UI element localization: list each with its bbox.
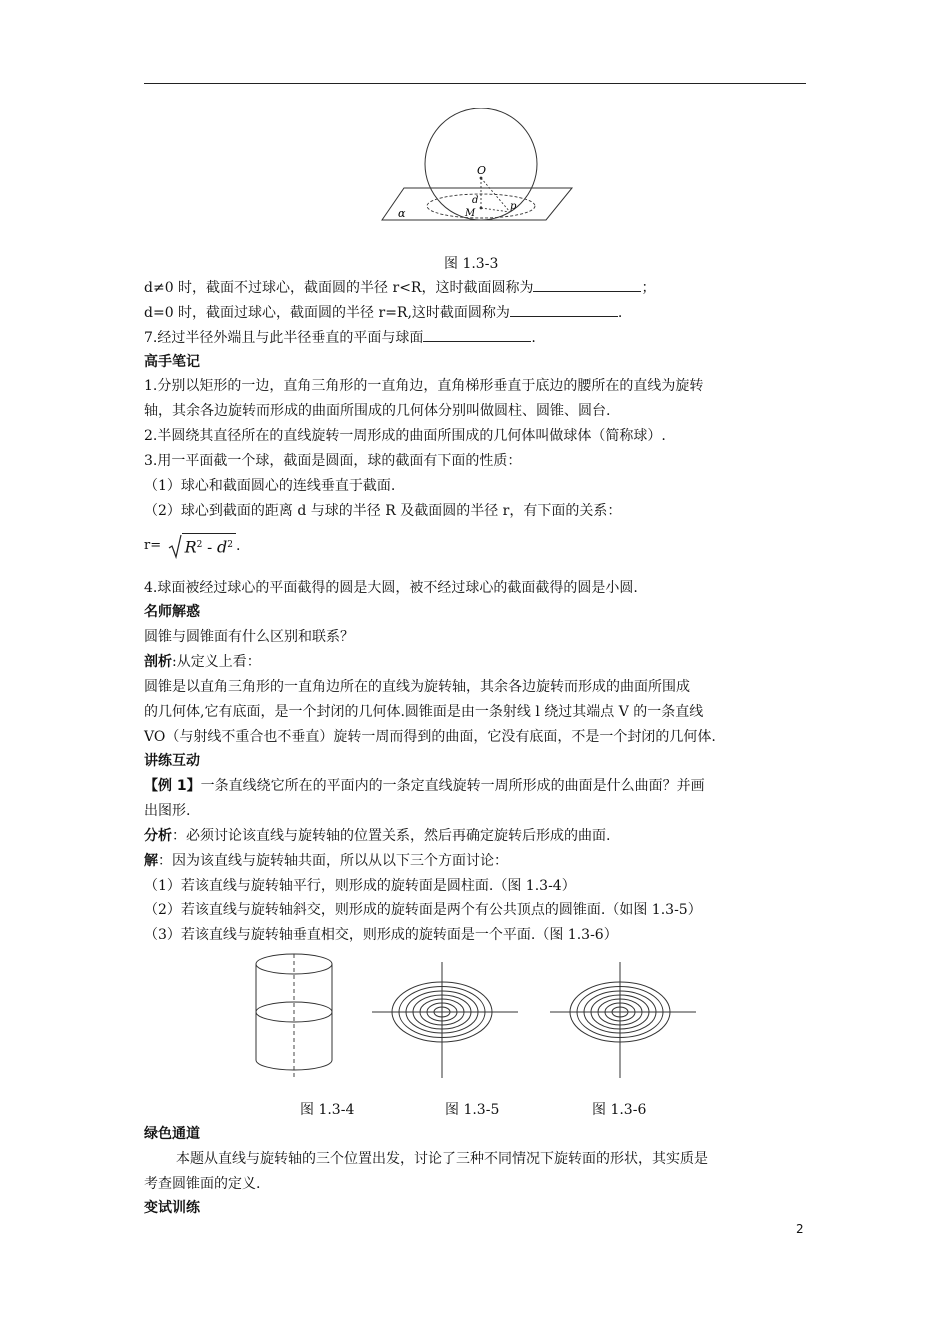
label-O: O [477,164,487,177]
line-end: ； [641,280,656,296]
note-3-2: （2）球心到截面的距离 d 与球的半径 R 及截面圆的半径 r，有下面的关系： [144,503,622,519]
text-line-d-nonzero [144,277,655,298]
text-line-d-zero [144,302,622,323]
cylinder-figure [250,952,350,1080]
section-heading-notes: 高手笔记 [144,354,200,370]
solution-label: 解 [144,853,158,869]
formula-prefix: r= [144,538,162,553]
formula-minus: - [202,538,217,557]
fenxi-line [144,826,610,846]
analysis-label: 剖析 [144,654,172,670]
paragraph-line-3: VO（与射线不重合也不垂直）旋转一周而得到的曲面，它没有底面，不是一个封闭的几何体. [144,729,716,745]
formula-exp-2: 2 [227,539,233,550]
section-heading-variant: 变试训练 [144,1200,200,1216]
formula-d: d [216,537,228,557]
analysis-text: :从定义上看： [172,654,261,670]
sphere-section-figure [376,108,576,230]
example-label: 【例 1】 [144,778,201,794]
line-end: . [617,305,623,321]
note-1-line-1: 1.分别以矩形的一边，直角三角形的一直角边，直角梯形垂直于底边的腰所在的直线为旋转 [144,378,704,394]
example-line-1 [144,776,705,796]
label-p: p [510,201,517,212]
case-2: （2）若该直线与旋转轴斜交，则形成的旋转面是两个有公共顶点的圆锥面.（如图 1.3-5） [144,902,702,918]
line-end: . [531,330,536,346]
solution-text: ：因为该直线与旋转轴共面，所以从以下三个方面讨论： [158,853,508,869]
figure-caption-1-3-4: 图 1.3-4 [300,1102,355,1118]
note-4: 4.球面被经过球心的平面截得的圆是大圆，被不经过球心的截面截得的圆是小圆. [144,580,638,596]
example-line-2: 出图形. [144,803,191,819]
question-text: 圆锥与圆锥面有什么区别和联系？ [144,629,354,645]
label-alpha: α [398,207,406,220]
case-3: （3）若该直线与旋转轴垂直相交，则形成的旋转面是一个平面.（图 1.3-6） [144,927,618,943]
paragraph-line-2: 的几何体,它有底面，是一个封闭的几何体.圆锥面是由一条射线 l 绕过其端点 V 的一条直线 [144,704,704,720]
formula-end: . [235,538,241,554]
fenxi-text: ：必须讨论该直线与旋转轴的位置关系，然后再确定旋转后形成的曲面. [172,828,611,844]
answer-blank [423,327,531,342]
line-text: d≠0 时，截面不过球心，截面圆的半径 r<R，这时截面圆称为 [144,280,534,296]
label-d: d [472,195,479,206]
answer-blank [533,277,641,292]
analysis-line [144,652,261,672]
sqrt-radicand [182,533,236,560]
example-text: 一条直线绕它所在的平面内的一条定直线旋转一周所形成的曲面是什么曲面？并画 [200,778,705,794]
page-number: 2 [796,1222,804,1236]
formula-R: R [184,537,197,557]
green-line-1: 本题从直线与旋转轴的三个位置出发，讨论了三种不同情况下旋转面的形状，其实质是 [176,1151,708,1167]
cone-surface-figure [370,960,520,1080]
formula-radius [144,532,240,560]
paragraph-line-1: 圆锥是以直角三角形的一直角边所在的直线为旋转轴，其余各边旋转而形成的曲面所围成 [144,679,690,695]
note-3: 3.用一平面截一个球，截面是圆面，球的截面有下面的性质： [144,453,522,469]
case-1: （1）若该直线与旋转轴平行，则形成的旋转面是圆柱面.（图 1.3-4） [144,878,576,894]
text-line-item-7 [144,327,536,348]
green-line-2: 考查圆锥面的定义. [144,1176,261,1192]
section-heading-green: 绿色通道 [144,1126,200,1142]
sqrt-sign-icon [168,533,182,559]
figure-caption-1-3-5: 图 1.3-5 [445,1102,500,1118]
plane-surface-figure [548,960,698,1080]
solution-line [144,851,508,871]
note-1-line-2: 轴，其余各边旋转而形成的曲面所围成的几何体分别叫做圆柱、圆锥、圆台. [144,403,611,419]
line-text: 7.经过半径外端且与此半径垂直的平面与球面 [144,330,424,346]
header-rule [144,83,806,84]
note-3-1: （1）球心和截面圆心的连线垂直于截面. [144,478,396,494]
figure-caption-1-3-3: 图 1.3-3 [444,256,499,272]
note-2: 2.半圆绕其直径所在的直线旋转一周形成的曲面所围成的几何体叫做球体（简称球）. [144,428,666,444]
label-M: M [465,208,476,219]
answer-blank [510,302,618,317]
formula-exp-1: 2 [196,539,203,550]
section-heading-teacher: 名师解惑 [144,604,200,620]
fenxi-label: 分析 [144,828,172,844]
line-text: d=0 时，截面过球心，截面圆的半径 r=R,这时截面圆称为 [144,305,510,321]
section-heading-practice: 讲练互动 [144,753,200,769]
figure-caption-1-3-6: 图 1.3-6 [592,1102,647,1118]
